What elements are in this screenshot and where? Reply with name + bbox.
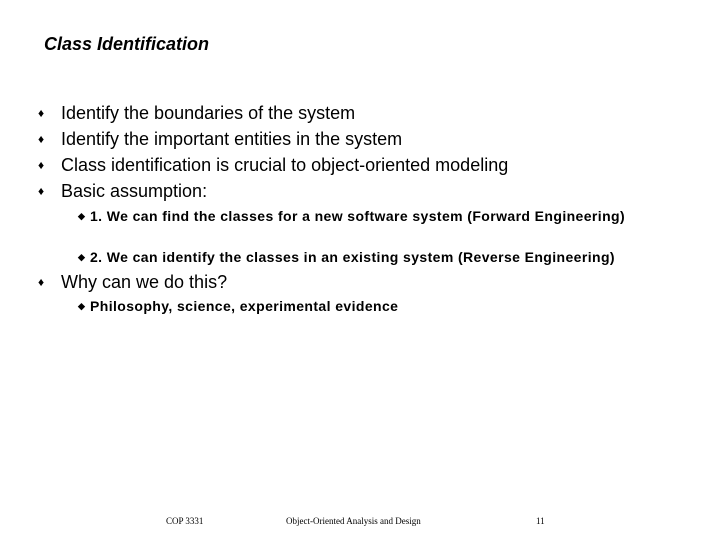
bullet-text: Why can we do this? [61,272,228,292]
sub-bullet-text: 2. We can identify the classes in an existing system (Reverse Engineering) [90,249,615,265]
sub-bullet-item [78,248,688,267]
footer-subject: Object-Oriented Analysis and Design [286,516,421,526]
bullet-text: Identify the important entities in the system [61,129,403,149]
sub-bullet-item [78,297,688,316]
bullet-diamond-icon: ♦ [38,275,45,289]
sub-bullet-text: 1. We can find the classes for a new software system (Forward Engineering) [90,208,626,224]
bullet-diamond-icon: ♦ [38,106,45,120]
bullet-diamond-icon: ♦ [38,184,45,198]
bullet-diamond-icon: ♦ [38,158,45,172]
bullet-text: Identify the boundaries of the system [61,103,356,123]
sub-bullet-text: Philosophy, science, experimental evidence [90,298,399,314]
footer-course: COP 3331 [166,516,204,526]
bullet-text: Basic assumption: [61,181,208,201]
sub-bullet-diamond-icon: ◆ [78,252,86,262]
bullet-diamond-icon: ♦ [38,132,45,146]
sub-bullet-diamond-icon: ◆ [78,211,86,221]
slide-title: Class Identification [44,34,210,54]
bullet-text: Class identification is crucial to object-oriented modeling [61,155,509,175]
footer-page-number: 11 [536,516,545,526]
sub-bullet-item [78,207,688,226]
sub-bullet-diamond-icon: ◆ [78,301,86,311]
